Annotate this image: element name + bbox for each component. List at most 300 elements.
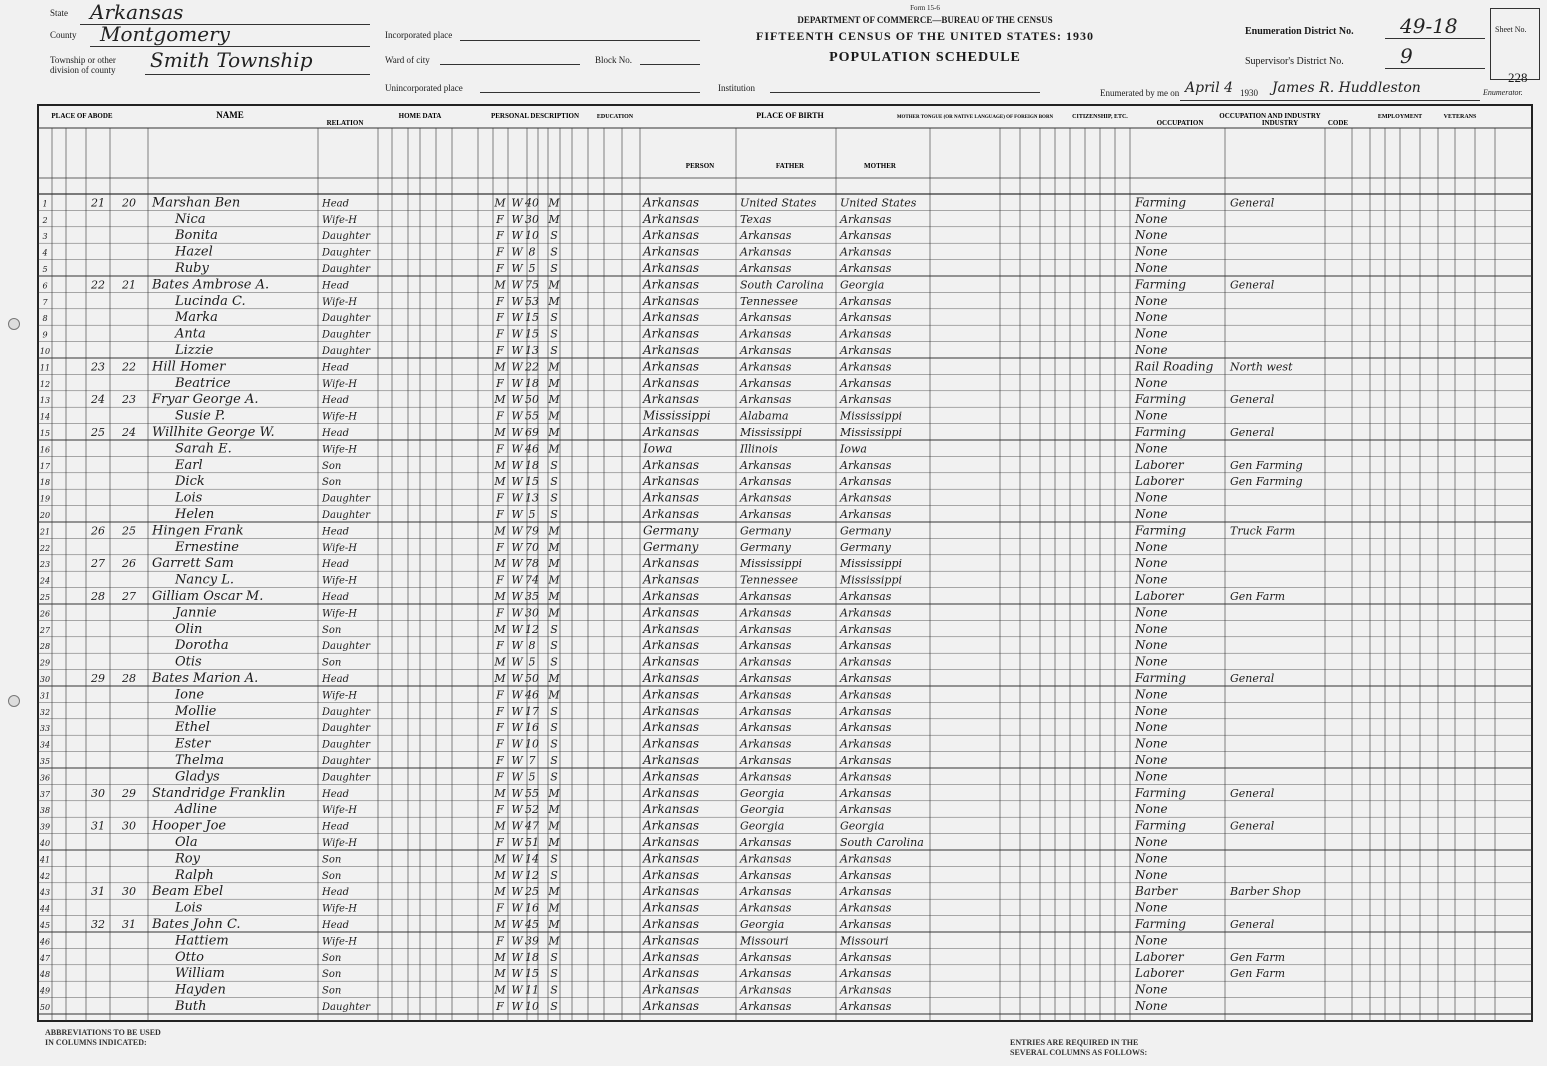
mother-birthplace: Georgia: [840, 278, 885, 292]
row-number: 27: [39, 625, 51, 635]
relation: Head: [322, 198, 350, 210]
mother-birthplace: United States: [840, 196, 917, 210]
marital-status: M: [548, 573, 560, 587]
person-birthplace: Arkansas: [643, 457, 700, 472]
enumerated-label: Enumerated by me on: [1100, 88, 1180, 98]
row-number: 26: [39, 609, 51, 619]
person-birthplace: Arkansas: [643, 736, 700, 751]
race: W: [511, 704, 523, 718]
row-number: 2: [42, 215, 48, 225]
marital-status: M: [548, 360, 560, 374]
person-name: Marshan Ben: [152, 195, 241, 211]
race: W: [511, 475, 523, 489]
form-number: Form 15-6: [910, 4, 940, 12]
marital-status: M: [548, 442, 560, 456]
father-birthplace: Georgia: [740, 803, 785, 817]
row-number: 30: [39, 675, 51, 684]
mother-birthplace: Arkansas: [840, 918, 892, 931]
sex: M: [494, 196, 506, 210]
mother-birthplace: Mississippi: [840, 426, 902, 439]
father-birthplace: Arkansas: [740, 327, 792, 341]
block-label: Block No.: [595, 55, 632, 65]
age: 74: [525, 573, 539, 587]
father-birthplace: Georgia: [740, 819, 785, 833]
person-name: Hooper Joe: [152, 818, 227, 834]
footer-abbreviations: ABBREVIATIONS TO BE USED IN COLUMNS INDICATED:: [45, 1028, 161, 1047]
person-birthplace: Arkansas: [643, 720, 700, 735]
institution-label: Institution: [718, 83, 756, 93]
race: W: [511, 442, 523, 456]
age: 25: [525, 885, 539, 899]
person-name: Sarah E.: [175, 441, 232, 457]
industry: Gen Farming: [1230, 458, 1303, 472]
father-birthplace: Arkansas: [740, 458, 792, 472]
industry: General: [1230, 672, 1275, 685]
father-birthplace: Tennessee: [740, 294, 798, 308]
relation: Head: [322, 526, 350, 538]
mother-birthplace: Arkansas: [840, 393, 892, 407]
relation: Son: [322, 952, 342, 964]
sex: F: [496, 803, 504, 817]
person-name: Ralph: [175, 867, 214, 883]
supervisor-value: 9: [1400, 44, 1413, 68]
person-birthplace: Germany: [643, 539, 699, 554]
marital-status: M: [548, 918, 560, 931]
sheet-label: Sheet No.: [1495, 25, 1527, 34]
father-birthplace: Arkansas: [740, 852, 792, 866]
family-number: 21: [122, 278, 136, 292]
person-name: Lois: [175, 900, 203, 916]
occupation: Farming: [1135, 277, 1187, 292]
marital-status: M: [548, 934, 560, 948]
occupation: None: [1135, 556, 1168, 571]
age: 16: [525, 721, 539, 735]
father-birthplace: Tennessee: [740, 573, 798, 587]
industry: General: [1230, 196, 1275, 210]
person-name: Otis: [175, 654, 202, 670]
binder-hole: [8, 318, 20, 330]
person-name: Otto: [175, 949, 204, 965]
person-name: Olin: [175, 621, 203, 637]
race: W: [511, 950, 523, 964]
person-name: William: [175, 966, 225, 982]
sex: F: [496, 721, 504, 735]
mother-birthplace: Arkansas: [840, 655, 892, 669]
row-number: 40: [39, 839, 51, 848]
father-birthplace: Arkansas: [740, 967, 792, 981]
mother-birthplace: Arkansas: [840, 1000, 892, 1013]
marital-status: M: [548, 294, 560, 308]
relation: Wife-H: [322, 214, 358, 226]
person-name: Lizzie: [175, 343, 214, 358]
father-birthplace: Mississippi: [740, 557, 802, 571]
relation: Wife-H: [322, 296, 358, 308]
father-birthplace: Arkansas: [740, 311, 792, 325]
marital-status: M: [548, 524, 560, 538]
race: W: [511, 393, 523, 407]
relation: Head: [322, 362, 350, 374]
father-birthplace: Arkansas: [740, 950, 792, 964]
occupation: None: [1135, 900, 1168, 915]
race: W: [511, 967, 523, 981]
mother-birthplace: Arkansas: [840, 901, 892, 915]
person-birthplace: Arkansas: [643, 835, 700, 849]
col-industry: INDUSTRY: [1261, 119, 1299, 127]
row-number: 43: [39, 888, 51, 898]
marital-status: S: [550, 639, 558, 653]
dwelling-number: 22: [91, 278, 105, 292]
relation: Daughter: [322, 510, 370, 521]
father-birthplace: Arkansas: [740, 770, 792, 784]
row-number: 46: [39, 937, 51, 947]
person-birthplace: Arkansas: [643, 211, 700, 226]
occupation: None: [1135, 933, 1168, 948]
occupation: Laborer: [1135, 457, 1184, 472]
enum-district-value: 49-18: [1400, 14, 1458, 38]
age: 8: [528, 245, 536, 259]
person-birthplace: Arkansas: [643, 572, 700, 587]
sex: M: [494, 786, 506, 800]
father-birthplace: Arkansas: [740, 868, 792, 882]
sex: M: [494, 885, 506, 899]
father-birthplace: Arkansas: [740, 688, 792, 702]
row-number: 17: [39, 461, 51, 471]
person-name: Jannie: [175, 605, 217, 621]
sex: M: [494, 278, 506, 292]
race: W: [511, 901, 523, 915]
relation: Daughter: [322, 739, 370, 751]
enumerated-year: 1930: [1240, 88, 1258, 98]
department-title: DEPARTMENT OF COMMERCE—BUREAU OF THE CENSUS: [797, 15, 1053, 25]
sex: M: [494, 672, 506, 685]
row-number: 8: [42, 314, 48, 324]
person-birthplace: Mississippi: [643, 408, 711, 423]
occupation: None: [1135, 999, 1168, 1013]
person-birthplace: Arkansas: [643, 949, 700, 964]
sex: F: [496, 409, 504, 423]
marital-status: S: [550, 475, 558, 489]
relation: Son: [322, 985, 342, 997]
occupation: None: [1135, 736, 1168, 751]
col-occupation: OCCUPATION: [1156, 119, 1204, 127]
person-name: Nica: [175, 211, 206, 227]
race: W: [511, 327, 523, 341]
occupation: Rail Roading: [1135, 359, 1214, 374]
age: 10: [525, 229, 539, 243]
marital-status: S: [550, 311, 558, 325]
race: W: [511, 524, 523, 538]
age: 7: [528, 754, 536, 767]
col-home-data: HOME DATA: [398, 112, 442, 120]
marital-status: S: [550, 950, 558, 964]
industry: Truck Farm: [1230, 524, 1296, 538]
marital-status: S: [550, 327, 558, 341]
industry: General: [1230, 786, 1275, 800]
census-title: FIFTEENTH CENSUS OF THE UNITED STATES: 1930: [756, 29, 1094, 43]
race: W: [511, 458, 523, 472]
mother-birthplace: Iowa: [840, 442, 867, 456]
industry: General: [1230, 278, 1275, 292]
occupation: None: [1135, 638, 1168, 653]
occupation: None: [1135, 343, 1168, 357]
mother-birthplace: Arkansas: [840, 852, 892, 866]
binder-hole: [8, 695, 20, 707]
race: W: [511, 639, 523, 653]
marital-status: M: [548, 885, 560, 899]
row-number: 45: [39, 921, 51, 930]
race: W: [511, 294, 523, 308]
relation: Wife-H: [322, 411, 358, 423]
person-name: Bonita: [175, 228, 218, 244]
person-name: Nancy L.: [175, 572, 235, 588]
person-name: Dick: [175, 474, 205, 490]
person-birthplace: Arkansas: [643, 654, 700, 669]
person-name: Ione: [175, 687, 205, 703]
father-birthplace: Texas: [740, 212, 772, 226]
marital-status: S: [550, 262, 558, 275]
row-number: 23: [39, 560, 51, 570]
relation: Daughter: [322, 756, 370, 767]
person-name: Hayden: [175, 982, 226, 998]
person-birthplace: Iowa: [643, 441, 673, 456]
age: 5: [528, 655, 536, 669]
age: 15: [525, 475, 539, 489]
mother-birthplace: Arkansas: [840, 360, 892, 374]
person-birthplace: Germany: [643, 523, 699, 538]
marital-status: S: [550, 245, 558, 259]
occupation: None: [1135, 539, 1168, 554]
family-number: 23: [122, 393, 136, 407]
occupation: Farming: [1135, 523, 1187, 538]
row-number: 14: [39, 412, 51, 422]
sex: M: [494, 967, 506, 981]
family-number: 22: [122, 360, 136, 374]
age: 13: [525, 344, 539, 357]
row-number: 5: [42, 265, 48, 274]
industry: Gen Farm: [1230, 967, 1286, 981]
age: 78: [525, 557, 539, 571]
age: 35: [525, 590, 539, 603]
county-value: Montgomery: [100, 22, 230, 46]
dwelling-number: 21: [91, 196, 105, 210]
father-birthplace: Alabama: [740, 409, 789, 423]
row-number: 21: [39, 527, 51, 537]
person-name: Lucinda C.: [175, 293, 246, 309]
col-occupation-industry: OCCUPATION AND INDUSTRY: [1219, 112, 1321, 120]
dwelling-number: 28: [91, 590, 105, 603]
race: W: [511, 721, 523, 735]
father-birthplace: South Carolina: [740, 278, 824, 292]
marital-status: M: [548, 786, 560, 800]
mother-birthplace: Mississippi: [840, 573, 902, 587]
relation: Daughter: [322, 1002, 370, 1013]
col-person: PERSON: [685, 162, 715, 170]
mother-birthplace: Arkansas: [840, 508, 892, 521]
person-name: Roy: [175, 851, 200, 867]
relation: Son: [322, 969, 342, 981]
father-birthplace: Germany: [740, 524, 791, 538]
dwelling-number: 32: [91, 918, 105, 931]
race: W: [511, 311, 523, 325]
relation: Wife-H: [322, 444, 358, 456]
sex: M: [494, 655, 506, 669]
occupation: None: [1135, 654, 1168, 669]
father-birthplace: Arkansas: [740, 1000, 792, 1013]
sex: F: [496, 344, 504, 357]
age: 45: [525, 918, 539, 931]
race: W: [511, 376, 523, 390]
relation: Son: [322, 657, 342, 669]
sex: F: [496, 245, 504, 259]
person-birthplace: Arkansas: [643, 966, 700, 981]
occupation: Farming: [1135, 425, 1187, 439]
occupation: None: [1135, 261, 1168, 275]
row-number: 19: [39, 494, 51, 504]
sex: F: [496, 770, 504, 784]
age: 5: [528, 508, 536, 521]
marital-status: M: [548, 278, 560, 292]
race: W: [511, 573, 523, 587]
marital-status: S: [550, 704, 558, 718]
relation: Son: [322, 854, 342, 866]
col-code: CODE: [1327, 119, 1349, 127]
person-birthplace: Arkansas: [643, 638, 700, 653]
age: 8: [528, 639, 536, 653]
occupation: Farming: [1135, 671, 1187, 685]
marital-status: S: [550, 344, 558, 357]
occupation: None: [1135, 441, 1168, 456]
person-name: Marka: [175, 310, 218, 326]
person-name: Beatrice: [175, 375, 231, 391]
col-education: EDUCATION: [596, 114, 634, 120]
enumerated-date: April 4: [1185, 80, 1234, 96]
mother-birthplace: Arkansas: [840, 622, 892, 636]
race: W: [511, 868, 523, 882]
age: 52: [525, 803, 539, 817]
age: 50: [525, 672, 539, 685]
row-number: 39: [39, 822, 51, 832]
dwelling-number: 23: [91, 360, 105, 374]
mother-birthplace: Arkansas: [840, 868, 892, 882]
row-number: 20: [39, 511, 51, 520]
sex: M: [494, 524, 506, 538]
sex: F: [496, 327, 504, 341]
race: W: [511, 344, 523, 357]
row-number: 3: [42, 232, 48, 242]
sex: F: [496, 376, 504, 390]
occupation: None: [1135, 310, 1168, 325]
sex: M: [494, 868, 506, 882]
father-birthplace: Mississippi: [740, 426, 802, 439]
father-birthplace: Germany: [740, 540, 791, 554]
person-birthplace: Arkansas: [643, 867, 700, 882]
col-employment: EMPLOYMENT: [1377, 114, 1423, 120]
race: W: [511, 803, 523, 817]
marital-status: M: [548, 901, 560, 915]
mother-birthplace: Germany: [840, 524, 891, 538]
person-name: Beam Ebel: [152, 884, 224, 900]
age: 75: [525, 278, 539, 292]
age: 18: [525, 458, 539, 472]
person-name: Gilliam Oscar M.: [152, 589, 264, 604]
person-birthplace: Arkansas: [643, 556, 700, 571]
incorporated-label: Incorporated place: [385, 30, 453, 40]
person-birthplace: Arkansas: [643, 375, 700, 390]
occupation: None: [1135, 244, 1168, 259]
mother-birthplace: Arkansas: [840, 475, 892, 489]
race: W: [511, 770, 523, 784]
relation: Daughter: [322, 247, 370, 259]
age: 18: [525, 950, 539, 964]
race: W: [511, 590, 523, 603]
age: 50: [525, 393, 539, 407]
industry: General: [1230, 918, 1275, 931]
row-number: 12: [39, 379, 51, 389]
occupation: None: [1135, 687, 1168, 702]
age: 12: [525, 868, 539, 882]
sex: F: [496, 508, 504, 521]
township-value: Smith Township: [150, 48, 313, 72]
father-birthplace: Arkansas: [740, 508, 792, 521]
father-birthplace: Arkansas: [740, 590, 792, 603]
age: 16: [525, 901, 539, 915]
mother-birthplace: Missouri: [840, 934, 889, 948]
person-name: Anta: [175, 326, 206, 342]
mother-birthplace: Arkansas: [840, 245, 892, 259]
relation: Wife-H: [322, 936, 358, 948]
sex: F: [496, 901, 504, 915]
marital-status: S: [550, 508, 558, 521]
sex: M: [494, 918, 506, 931]
father-birthplace: Arkansas: [740, 475, 792, 489]
mother-birthplace: Arkansas: [840, 950, 892, 964]
occupation: None: [1135, 211, 1168, 226]
row-number: 1: [42, 199, 48, 209]
father-birthplace: Arkansas: [740, 606, 792, 620]
dwelling-number: 30: [91, 786, 105, 800]
race: W: [511, 606, 523, 620]
age: 15: [525, 311, 539, 325]
row-number: 50: [39, 1003, 51, 1012]
occupation: Barber: [1135, 884, 1178, 899]
industry: Gen Farm: [1230, 590, 1286, 603]
age: 30: [525, 606, 539, 620]
person-birthplace: Arkansas: [643, 687, 700, 702]
occupation: None: [1135, 375, 1168, 390]
person-birthplace: Arkansas: [643, 359, 700, 374]
race: W: [511, 360, 523, 374]
person-birthplace: Arkansas: [643, 703, 700, 718]
person-name: Hazel: [175, 244, 213, 260]
relation: Head: [322, 592, 350, 603]
race: W: [511, 737, 523, 751]
person-birthplace: Arkansas: [643, 917, 700, 931]
occupation: Farming: [1135, 195, 1187, 210]
row-number: 24: [39, 576, 51, 586]
marital-status: M: [548, 376, 560, 390]
person-birthplace: Arkansas: [643, 753, 700, 767]
row-number: 13: [39, 396, 51, 406]
relation: Wife-H: [322, 378, 358, 390]
mother-birthplace: Arkansas: [840, 327, 892, 341]
father-birthplace: Illinois: [740, 442, 778, 456]
mother-birthplace: Arkansas: [840, 737, 892, 751]
row-number: 11: [39, 363, 51, 373]
father-birthplace: Georgia: [740, 918, 785, 931]
age: 22: [525, 360, 539, 374]
age: 11: [525, 983, 539, 997]
age: 12: [525, 622, 539, 636]
